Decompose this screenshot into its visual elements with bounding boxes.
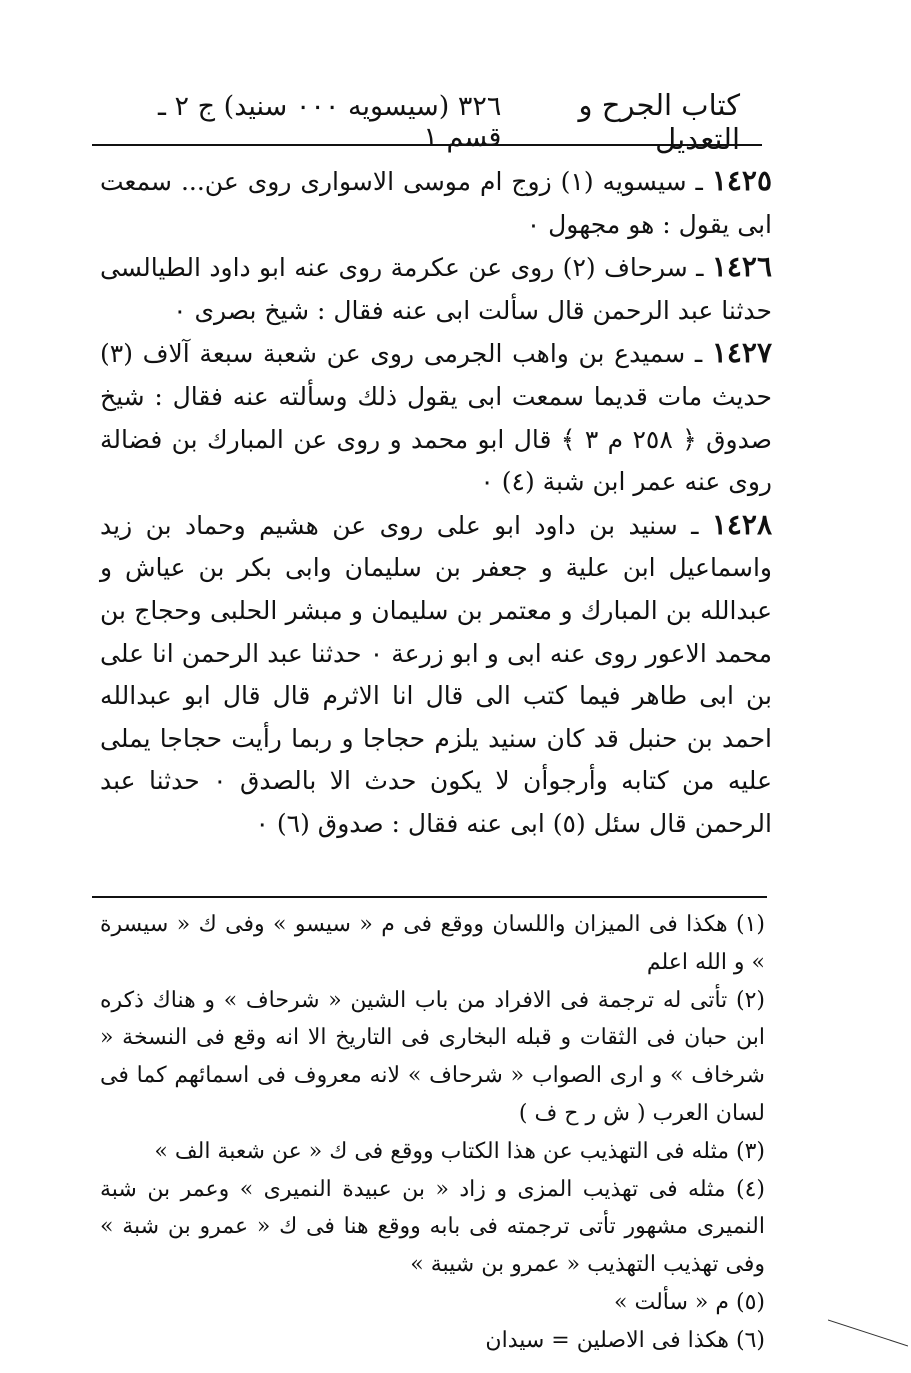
entry-1425 xyxy=(100,160,772,246)
footnote-1: (١) هكذا فى الميزان واللسان ووقع فى م « سيسو » وفى ك « سيسرة » و الله اعلم xyxy=(100,912,765,975)
entry-text: ـ سرحاف (٢) روى عن عكرمة روى عنه ابو داود الطيالسى حدثنا عبد الرحمن قال سألت ابى عنه فقال : شيخ بصرى ٠ xyxy=(100,253,772,325)
entry-text: ـ سميدع بن واهب الجرمى روى عن شعبة سبعة آلاف (٣) حديث مات قديما سمعت ابى يقول ذلك وسألته عنه فقال : شيخ صدوق ﴿ ٢٥٨ م ٣ ﴾ قال ابو محمد و روى عن المبارك بن فضالة روى عنه عمر ابن شبة (٤) ٠ xyxy=(100,339,772,497)
entry-number: ١٤٢٨ xyxy=(711,507,772,541)
page-header xyxy=(100,88,740,156)
book-title: كتاب الجرح و التعديل xyxy=(578,88,740,156)
scan-edge-line xyxy=(828,1318,908,1348)
footnote-3: (٣) مثله فى التهذيب عن هذا الكتاب ووقع فى ك « عن شعبة الف » xyxy=(154,1138,765,1164)
entry-text: ـ سنيد بن داود ابو على روى عن هشيم وحماد بن زيد واسماعيل ابن علية و جعفر بن سليمان وابى بكر بن عياش و عبدالله بن المبارك و معتمر بن سليمان و مبشر الحلبى وحجاج بن محمد الاعور روى عنه ابى و ابو زرعة ٠ حدثنا عبد الرحمن انا على بن ابى طاهر فيما كتب الى قال انا الاثرم قال قال ابو عبدالله احمد بن حنبل قد كان سنيد يلزم حجاجا و ربما رأيت حجاجا يملى عليه من كتابه وأرجوأن لا يكون حدث الا بالصدق ٠ حدثنا عبد الرحمن قال سئل (٥) ابى عنه فقال : صدوق (٦) ٠ xyxy=(100,510,772,838)
page-info: ٣٢٦ (سيسويه ٠٠٠ سنيد) ج ٢ ـ قسم ١ xyxy=(158,91,502,153)
footnote-2: (٢) تأتى له ترجمة فى الافراد من باب الشين « شرحاف » و هناك ذكره ابن حبان فى الثقات و قبله البخارى فى التاريخ الا انه وقع فى النسخة « شرخاف » و ارى الصواب « شرحاف » لانه معروف فى اسمائهم كما فى لسان العرب ( ش ر ح ف ) xyxy=(100,987,765,1126)
entry-number: ١٤٢٧ xyxy=(711,336,772,370)
entry-text: ـ سيسويه (١) زوج ام موسى الاسوارى روى عن... سمعت ابى يقول : هو مجهول ٠ xyxy=(100,167,772,239)
entries-section xyxy=(100,160,772,846)
footnotes-section xyxy=(100,906,765,1360)
footnote-6: (٦) هكذا فى الاصلين = سيدان xyxy=(485,1327,765,1353)
footnote-divider xyxy=(92,896,767,898)
entry-1428 xyxy=(100,504,772,846)
footnote-4: (٤) مثله فى تهذيب المزى و زاد « بن عبيدة النميرى » وعمر بن شبة النميرى مشهور تأتى ترجمته فى بابه ووقع هنا فى ك « عمرو بن شبة » وفى تهذيب التهذيب « عمرو بن شيبة » xyxy=(100,1176,765,1278)
entry-number: ١٤٢٥ xyxy=(711,164,772,197)
header-divider xyxy=(92,144,762,146)
entry-number: ١٤٢٦ xyxy=(711,250,772,284)
footnote-5: (٥) م « سألت » xyxy=(614,1289,765,1315)
entry-1426 xyxy=(100,246,772,332)
entry-1427 xyxy=(100,332,772,503)
